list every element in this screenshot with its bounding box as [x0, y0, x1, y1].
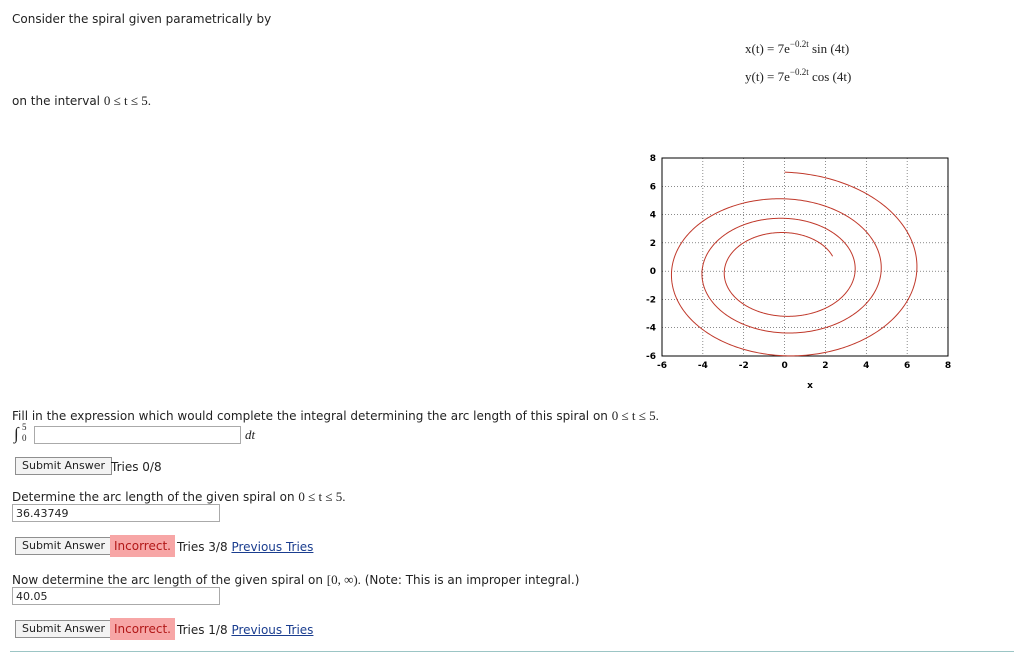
q1-tries: Tries 0/8 — [111, 460, 162, 474]
x-tick-labels — [657, 361, 951, 371]
q2-prompt — [12, 489, 346, 505]
y-tick-label: 6 — [649, 182, 656, 193]
y-equation — [745, 67, 851, 85]
q2-tries-line — [177, 540, 313, 554]
intro-text: Consider the spiral given parametrically by — [12, 12, 272, 26]
plot-grid — [662, 158, 948, 356]
q3-tries-line — [177, 623, 313, 637]
integral-sign: ∫ — [14, 424, 19, 443]
x-eq-lhs: x(t) = 7e — [745, 41, 790, 56]
q1-prompt-text: Fill in the expression which would complete the integral determining the arc length of this spiral on — [12, 409, 612, 423]
x-tick-label: -4 — [697, 361, 708, 371]
integral-lower-limit: 0 — [22, 433, 27, 443]
q3-prompt-suffix: (Note: This is an improper integral.) — [360, 573, 580, 587]
q3-prompt-math: [0, ∞). — [326, 572, 361, 587]
q3-status-badge: Incorrect. — [110, 618, 175, 640]
bottom-divider — [10, 651, 1014, 652]
y-tick-label: 4 — [649, 210, 656, 221]
q3-prompt — [12, 572, 579, 588]
interval-text — [12, 93, 151, 109]
x-tick-label: 6 — [904, 361, 911, 371]
q2-status-badge: Incorrect. — [110, 535, 175, 557]
x-eq-exp: −0.2t — [789, 39, 809, 49]
q2-submit-button[interactable]: Submit Answer — [15, 537, 112, 555]
x-tick-label: 2 — [822, 361, 829, 371]
q2-prompt-math: 0 ≤ t ≤ 5. — [298, 489, 346, 504]
q1-prompt-math: 0 ≤ t ≤ 5. — [611, 408, 659, 423]
y-tick-label: 2 — [649, 238, 656, 249]
interval-math: 0 ≤ t ≤ 5. — [103, 93, 151, 108]
q3-previous-tries-link[interactable]: Previous Tries — [231, 623, 314, 637]
y-tick-label: 0 — [649, 267, 656, 278]
q3-submit-button[interactable]: Submit Answer — [15, 620, 112, 638]
y-tick-label: 8 — [649, 154, 656, 164]
q1-prompt — [12, 408, 659, 424]
q2-answer-input[interactable] — [12, 504, 220, 522]
x-axis-label: x — [807, 381, 813, 391]
q2-tries: Tries 3/8 — [177, 540, 228, 554]
integral-upper-limit: 5 — [22, 422, 27, 432]
x-tick-label: 8 — [944, 361, 952, 371]
x-equation — [745, 39, 849, 57]
y-tick-label: -6 — [646, 352, 656, 362]
y-eq-exp: −0.2t — [789, 67, 809, 77]
interval-prefix: on the interval — [12, 94, 104, 108]
y-eq-lhs: y(t) = 7e — [745, 69, 790, 84]
dt-label: dt — [245, 427, 256, 442]
x-tick-label: 4 — [863, 361, 870, 371]
integrand-input[interactable] — [34, 426, 241, 444]
y-eq-rhs: cos (4t) — [808, 69, 852, 84]
x-tick-label: 0 — [781, 361, 788, 371]
x-tick-label: -6 — [657, 361, 667, 371]
y-tick-label: -2 — [646, 295, 656, 306]
q2-prompt-text: Determine the arc length of the given spiral on — [12, 490, 299, 504]
x-tick-label: -2 — [738, 361, 749, 371]
q3-prompt-text: Now determine the arc length of the given spiral on — [12, 573, 327, 587]
q2-previous-tries-link[interactable]: Previous Tries — [231, 540, 314, 554]
y-tick-labels — [646, 154, 656, 362]
y-tick-label: -4 — [646, 323, 656, 334]
plot-frame — [662, 158, 948, 356]
q3-tries: Tries 1/8 — [177, 623, 228, 637]
q1-submit-button[interactable]: Submit Answer — [15, 457, 112, 475]
x-eq-rhs: sin (4t) — [808, 41, 850, 56]
spiral-plot — [640, 148, 960, 398]
q3-answer-input[interactable] — [12, 587, 220, 605]
spiral-curve — [671, 172, 916, 356]
